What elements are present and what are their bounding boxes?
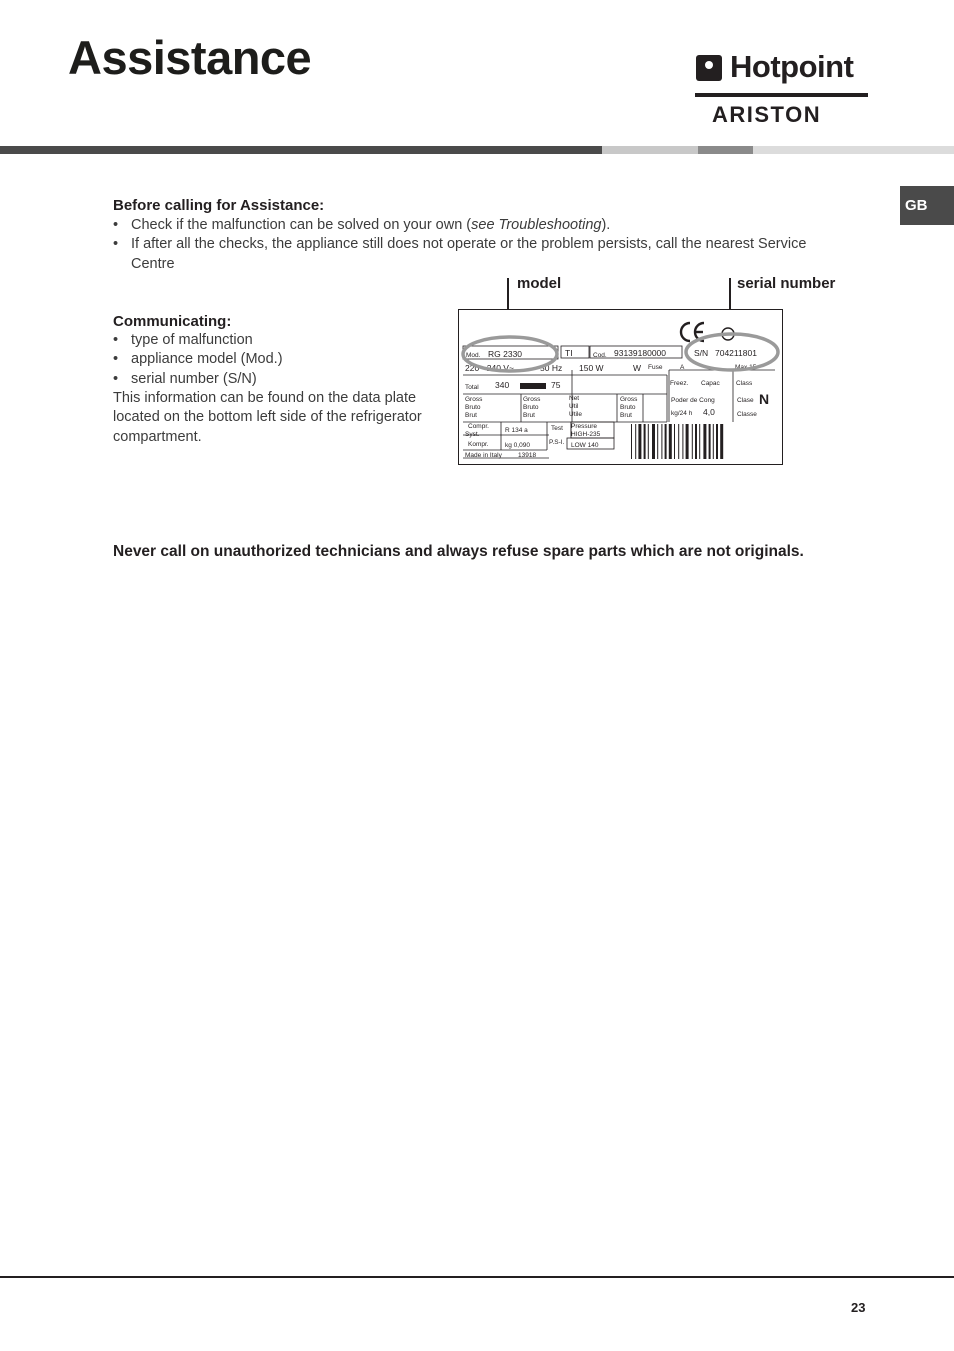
hotpoint-logo-icon xyxy=(696,55,722,81)
paragraph-line: This information can be found on the data plate xyxy=(113,390,417,406)
paragraph-line: compartment. xyxy=(113,428,202,445)
plate-brut-3: Brut xyxy=(620,412,632,419)
list-item-text: Check if the malfunction can be solved on your own ( xyxy=(131,217,472,233)
plate-net: Net xyxy=(569,395,580,402)
plate-bruto-3: Bruto xyxy=(620,404,636,411)
bar-segment-light xyxy=(602,146,698,154)
plate-high: HIGH-235 xyxy=(571,431,601,438)
plate-75: 75 xyxy=(551,380,561,390)
barcode-bar xyxy=(713,424,714,459)
plate-kg-gas: kg 0,090 xyxy=(505,442,530,449)
plate-kg-value: 4,0 xyxy=(703,407,715,417)
barcode-bar xyxy=(695,424,697,459)
plate-watts: 150 W xyxy=(579,363,604,373)
plate-sn-value: 704211801 xyxy=(715,348,757,358)
plate-compr: Compr. xyxy=(468,423,489,430)
barcode-bar xyxy=(638,424,641,459)
plate-test: Test xyxy=(551,425,563,432)
plate-brut-2: Brut xyxy=(523,412,535,419)
barcode-bar xyxy=(648,424,649,459)
barcode-bar xyxy=(720,424,723,459)
plate-max: Max 15 xyxy=(735,364,757,371)
list-item: • appliance model (Mod.) xyxy=(113,350,443,369)
communicating-heading: Communicating: xyxy=(113,313,232,330)
brand-subname: ARISTON xyxy=(712,102,822,127)
bar-segment-pale xyxy=(753,146,954,154)
warning-text: Never call on unauthorized technicians and always refuse spare parts which are not originals. xyxy=(113,543,804,560)
plate-utile: Utile xyxy=(569,411,583,418)
barcode-bar xyxy=(709,424,711,459)
data-plate-illustration xyxy=(458,309,783,465)
barcode xyxy=(631,424,723,459)
plate-gross-3: Gross xyxy=(620,396,638,403)
communicating-list xyxy=(113,331,443,389)
paragraph-line: located on the bottom left side of the refrigerator xyxy=(113,409,422,426)
barcode-bar xyxy=(657,424,658,459)
plate-capac: Capac xyxy=(701,380,720,387)
barcode-bar xyxy=(699,424,700,459)
brand-divider xyxy=(695,93,868,97)
plate-brut-1: Brut xyxy=(465,412,477,419)
plate-made-code: 13918 xyxy=(518,452,537,459)
barcode-bar xyxy=(644,424,646,459)
barcode-bar xyxy=(692,424,693,459)
plate-poder: Poder de Cong xyxy=(671,397,715,404)
plate-voltage: 220 - 240 V~ xyxy=(465,363,514,373)
list-item xyxy=(113,216,833,235)
plate-syst: Syst. xyxy=(465,431,480,438)
page-title: Assistance xyxy=(68,31,312,84)
barcode-bar xyxy=(661,424,662,459)
plate-util: Util xyxy=(569,403,579,410)
list-item-text: Centre xyxy=(131,255,175,272)
barcode-bar xyxy=(631,424,632,459)
plate-gross-2: Gross xyxy=(523,396,541,403)
plate-made-in: Made in Italy xyxy=(465,452,502,459)
model-callout-label: model xyxy=(517,275,562,292)
plate-mod-value: RG 2330 xyxy=(488,349,523,359)
plate-psi: P.S-I. xyxy=(549,439,565,446)
energy-badge xyxy=(520,383,546,389)
before-calling-heading: Before calling for Assistance: xyxy=(113,197,325,214)
plate-cod-value: 93139180000 xyxy=(614,348,667,358)
plate-total-label: Total xyxy=(465,384,479,391)
bar-segment-dark xyxy=(0,146,602,154)
header-color-bar xyxy=(0,146,954,154)
barcode-bar xyxy=(686,424,689,459)
plate-mod-label: Mod. xyxy=(466,352,481,359)
plate-freez: Freez. xyxy=(670,380,689,387)
plate-low: LOW 140 xyxy=(571,442,599,449)
troubleshooting-reference: see Troubleshooting xyxy=(471,217,602,233)
plate-classe: Classe xyxy=(737,411,757,418)
list-item: • serial number (S/N) xyxy=(113,370,443,389)
plate-gross-1: Gross xyxy=(465,396,483,403)
plate-refrigerant: R 134 a xyxy=(505,427,528,434)
barcode-bar xyxy=(678,424,679,459)
plate-kompr: Kompr. xyxy=(468,441,489,448)
plate-bruto-1: Bruto xyxy=(465,404,481,411)
plate-clase: Clase xyxy=(737,397,754,404)
plate-pressure: Pressure xyxy=(571,423,598,430)
data-plate-description xyxy=(113,389,443,447)
barcode-bar xyxy=(703,424,706,459)
plate-amp: A xyxy=(680,364,685,371)
barcode-bar xyxy=(635,424,636,459)
plate-fuse: Fuse xyxy=(648,364,663,371)
list-item-text: ). xyxy=(601,217,611,233)
page-number: 23 xyxy=(851,1300,866,1315)
barcode-bar xyxy=(682,424,683,459)
plate-total-value: 340 xyxy=(495,380,510,390)
barcode-bar xyxy=(674,424,675,459)
footer-rule xyxy=(0,1276,954,1278)
barcode-bar xyxy=(665,424,667,459)
plate-ti: TI xyxy=(565,348,573,358)
plate-cod-label: Cod. xyxy=(593,352,607,359)
plate-sn-label: S/N xyxy=(694,348,709,358)
barcode-bar xyxy=(669,424,672,459)
list-item: • type of malfunction xyxy=(113,331,443,350)
plate-hz: 50 Hz xyxy=(540,363,563,373)
barcode-bar xyxy=(716,424,718,459)
plate-kg24: kg/24 h xyxy=(671,410,693,417)
list-item xyxy=(113,235,833,274)
plate-w2: W xyxy=(633,363,642,373)
barcode-bar xyxy=(652,424,655,459)
plate-class: Class xyxy=(736,380,753,387)
plate-clase-value: N xyxy=(759,391,770,407)
serial-callout-label: serial number xyxy=(737,275,836,292)
language-tab: GB xyxy=(900,186,954,225)
plate-bruto-2: Bruto xyxy=(523,404,539,411)
brand-name: Hotpoint xyxy=(730,49,854,84)
before-calling-list xyxy=(113,216,833,274)
list-item-text: If after all the checks, the appliance still does not operate or the problem persists, call the nearest Service xyxy=(131,236,807,253)
bar-segment-mid xyxy=(698,146,753,154)
brand-logo xyxy=(694,49,869,128)
